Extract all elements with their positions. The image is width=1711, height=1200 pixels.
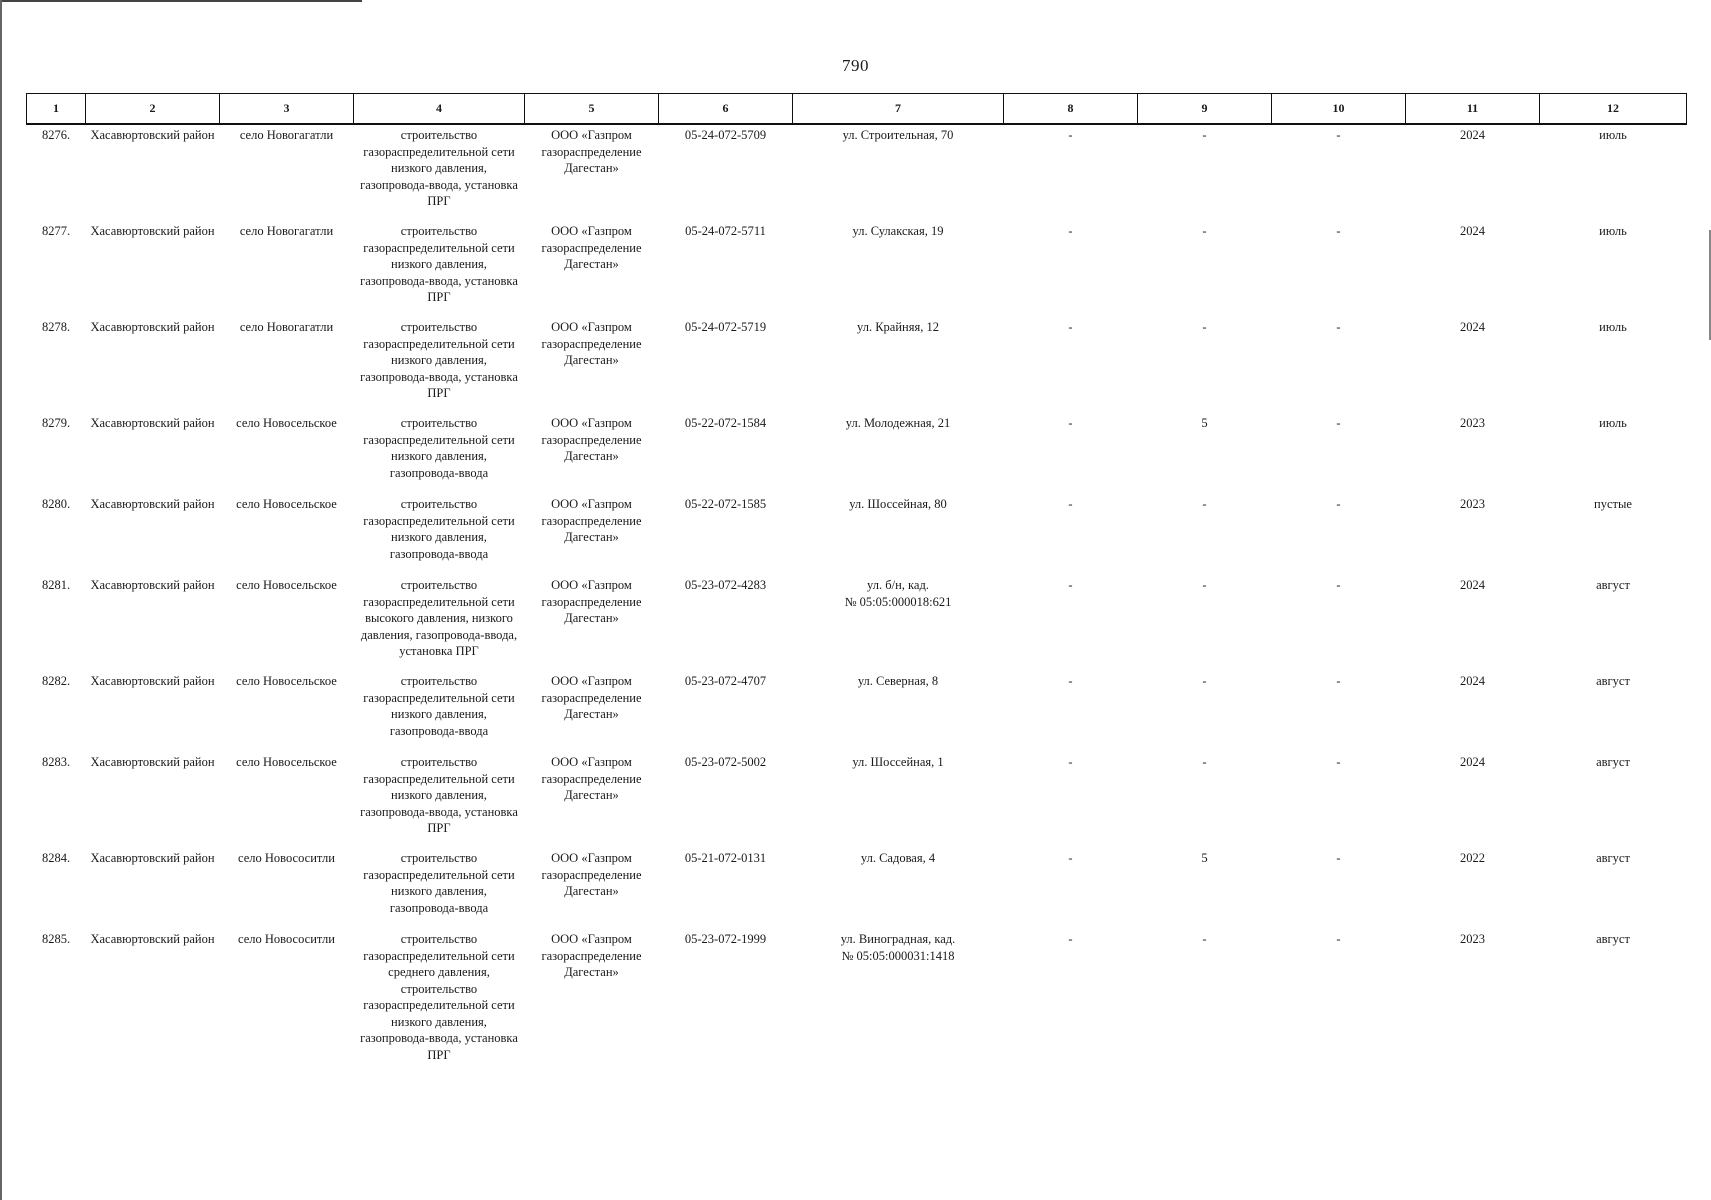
- work-description-cell-line: ПРГ: [427, 1047, 451, 1062]
- table-body: [27, 124, 1687, 1071]
- operator-cell-line: газораспределение: [541, 690, 642, 705]
- month-cell: август: [1596, 932, 1630, 946]
- work-description-cell-line: газораспределительной сети: [363, 998, 515, 1012]
- header-row: [27, 94, 1687, 125]
- work-description-cell-line: газопровода-ввода, установка: [360, 804, 518, 819]
- column-header-10: 10: [1272, 94, 1406, 125]
- work-description-cell-line: установка ПРГ: [399, 644, 479, 658]
- month-cell: август: [1596, 674, 1630, 688]
- work-description-cell-line: газораспределительной сети: [363, 513, 515, 528]
- work-description-cell: [354, 575, 525, 671]
- address-cell-line: № 05:05:000018:621: [844, 594, 952, 609]
- locality-cell: село Новосельское: [236, 416, 337, 430]
- month-cell: пустые: [1594, 497, 1632, 511]
- column-header-4: 4: [354, 94, 525, 125]
- work-description-cell-line: строительство: [400, 224, 478, 238]
- operator-cell: [525, 848, 659, 929]
- address-cell-line: ул. Шоссейная, 1: [852, 755, 944, 769]
- column-8-cell: -: [1068, 851, 1073, 865]
- locality-cell: село Новогагатли: [239, 320, 334, 334]
- work-description-cell-line: низкого давления,: [391, 353, 487, 367]
- scan-edge-top: [0, 0, 362, 2]
- work-description-cell-line: низкого давления,: [391, 707, 487, 721]
- year-cell: 2023: [1460, 497, 1485, 511]
- locality-cell: село Новососитли: [238, 851, 335, 865]
- column-header-7: 7: [793, 94, 1004, 125]
- operator-cell-line: Дагестан»: [564, 965, 619, 979]
- work-description-cell-line: строительство: [400, 932, 478, 946]
- address-cell: [793, 413, 1004, 494]
- work-description-cell-line: строительство: [400, 674, 478, 688]
- operator-cell-line: Дагестан»: [564, 611, 619, 625]
- column-10-cell: -: [1336, 497, 1341, 511]
- operator-cell: [525, 124, 659, 221]
- row-number: 8279.: [41, 416, 71, 430]
- operator-cell-line: Дагестан»: [564, 884, 619, 898]
- operator-cell-line: ООО «Газпром: [551, 674, 632, 688]
- column-header-9: 9: [1138, 94, 1272, 125]
- month-cell: июль: [1599, 416, 1627, 430]
- column-10-cell: -: [1336, 755, 1341, 769]
- column-8-cell: -: [1068, 578, 1073, 592]
- table-header: [27, 94, 1687, 125]
- operator-cell: [525, 221, 659, 317]
- column-9-cell: 5: [1201, 851, 1208, 865]
- work-description-cell-line: низкого давления,: [391, 1014, 487, 1029]
- year-cell: 2024: [1460, 224, 1485, 238]
- operator-cell-line: ООО «Газпром: [551, 497, 632, 511]
- table-row: [27, 929, 1687, 1071]
- row-number: 8280.: [41, 497, 71, 511]
- operator-cell-line: газораспределение: [541, 594, 642, 609]
- column-10-cell: -: [1336, 128, 1341, 142]
- operator-cell: [525, 929, 659, 1071]
- column-10-cell: -: [1336, 416, 1341, 430]
- operator-cell-line: газораспределение: [541, 432, 642, 447]
- operator-cell-line: газораспределение: [541, 144, 642, 159]
- work-description-cell-line: газораспределительной сети: [363, 432, 515, 447]
- column-10-cell: -: [1336, 674, 1341, 688]
- column-9-cell: -: [1202, 674, 1207, 688]
- work-description-cell-line: строительство: [400, 416, 478, 430]
- address-cell: [793, 848, 1004, 929]
- table-row: [27, 124, 1687, 221]
- column-9-cell: -: [1202, 224, 1207, 238]
- district-cell: Хасавюртовский район: [90, 128, 215, 142]
- work-description-cell-line: строительство: [400, 320, 478, 334]
- work-description-cell-line: ПРГ: [427, 386, 451, 400]
- work-description-cell-line: газораспределительной сети: [363, 336, 515, 351]
- row-number: 8285.: [41, 932, 71, 946]
- gasification-register-table: [26, 93, 1687, 1071]
- object-code-cell: 05-24-072-5711: [685, 224, 766, 238]
- address-cell-line: ул. Виноградная, кад.: [840, 932, 956, 946]
- work-description-cell-line: газораспределительной сети: [363, 240, 515, 255]
- table-row: [27, 575, 1687, 671]
- operator-cell-line: Дагестан»: [564, 353, 619, 367]
- year-cell: 2023: [1460, 416, 1485, 430]
- work-description-cell: [354, 317, 525, 413]
- column-8-cell: -: [1068, 320, 1073, 334]
- table-row: [27, 413, 1687, 494]
- column-9-cell: -: [1202, 497, 1207, 511]
- operator-cell-line: ООО «Газпром: [551, 578, 632, 592]
- district-cell: Хасавюртовский район: [90, 578, 215, 592]
- operator-cell-line: газораспределение: [541, 948, 642, 963]
- operator-cell-line: ООО «Газпром: [551, 320, 632, 334]
- work-description-cell-line: низкого давления,: [391, 530, 487, 544]
- row-number: 8276.: [41, 128, 71, 142]
- work-description-cell-line: газопровода-ввода: [389, 723, 489, 738]
- row-number: 8282.: [41, 674, 71, 688]
- address-cell-line: ул. Молодежная, 21: [845, 416, 951, 430]
- column-8-cell: -: [1068, 932, 1073, 946]
- column-10-cell: -: [1336, 932, 1341, 946]
- operator-cell-line: Дагестан»: [564, 257, 619, 271]
- work-description-cell-line: газораспределительной сети: [363, 771, 515, 786]
- locality-cell: село Новогагатли: [239, 128, 334, 142]
- year-cell: 2023: [1460, 932, 1485, 946]
- operator-cell-line: Дагестан»: [564, 449, 619, 463]
- district-cell: Хасавюртовский район: [90, 320, 215, 334]
- operator-cell-line: газораспределение: [541, 771, 642, 786]
- work-description-cell-line: газопровода-ввода: [389, 546, 489, 561]
- address-cell: [793, 221, 1004, 317]
- table-row: [27, 848, 1687, 929]
- operator-cell-line: газораспределение: [541, 336, 642, 351]
- operator-cell: [525, 752, 659, 848]
- table-row: [27, 671, 1687, 752]
- column-10-cell: -: [1336, 851, 1341, 865]
- table-row: [27, 752, 1687, 848]
- work-description-cell-line: строительство: [400, 981, 478, 996]
- row-number: 8281.: [41, 578, 71, 592]
- address-cell: [793, 752, 1004, 848]
- column-header-2: 2: [86, 94, 220, 125]
- column-header-11: 11: [1406, 94, 1540, 125]
- column-9-cell: -: [1202, 755, 1207, 769]
- work-description-cell: [354, 413, 525, 494]
- column-9-cell: -: [1202, 932, 1207, 946]
- address-cell-line: ул. Крайняя, 12: [857, 320, 939, 334]
- month-cell: июль: [1599, 320, 1627, 334]
- page-number: 790: [842, 56, 869, 75]
- address-cell-line: ул. Сулакская, 19: [852, 224, 944, 238]
- work-description-cell-line: ПРГ: [427, 194, 451, 208]
- locality-cell: село Новососитли: [238, 932, 335, 946]
- operator-cell: [525, 413, 659, 494]
- district-cell: Хасавюртовский район: [90, 755, 215, 769]
- operator-cell-line: ООО «Газпром: [551, 932, 632, 946]
- work-description-cell-line: газопровода-ввода, установка: [360, 369, 518, 384]
- work-description-cell-line: газопровода-ввода, установка: [360, 1031, 518, 1045]
- column-10-cell: -: [1336, 578, 1341, 592]
- operator-cell: [525, 575, 659, 671]
- work-description-cell-line: газораспределительной сети: [363, 690, 515, 705]
- address-cell-line: ул. Строительная, 70: [842, 128, 954, 142]
- district-cell: Хасавюртовский район: [90, 497, 215, 511]
- address-cell-line: № 05:05:000031:1418: [841, 948, 955, 963]
- year-cell: 2024: [1460, 128, 1485, 142]
- operator-cell: [525, 671, 659, 752]
- work-description-cell-line: низкого давления,: [391, 161, 487, 175]
- operator-cell-line: газораспределение: [541, 240, 642, 255]
- address-cell: [793, 671, 1004, 752]
- table-row: [27, 494, 1687, 575]
- column-8-cell: -: [1068, 755, 1073, 769]
- work-description-cell-line: газопровода-ввода: [389, 900, 489, 915]
- operator-cell-line: ООО «Газпром: [551, 224, 632, 238]
- operator-cell-line: газораспределение: [541, 513, 642, 528]
- address-cell-line: ул. Садовая, 4: [860, 851, 936, 865]
- object-code-cell: 05-22-072-1584: [684, 416, 767, 430]
- operator-cell-line: Дагестан»: [564, 161, 619, 175]
- row-number: 8283.: [41, 755, 71, 769]
- object-code-cell: 05-21-072-0131: [684, 851, 767, 865]
- work-description-cell-line: газопровода-ввода, установка: [360, 177, 518, 192]
- work-description-cell-line: среднего давления,: [388, 965, 490, 979]
- year-cell: 2024: [1460, 755, 1485, 769]
- scan-edge-left: [0, 0, 2, 1200]
- object-code-cell: 05-22-072-1585: [684, 497, 767, 511]
- work-description-cell-line: строительство: [400, 578, 478, 592]
- month-cell: август: [1596, 578, 1630, 592]
- work-description-cell: [354, 929, 525, 1071]
- object-code-cell: 05-23-072-4283: [684, 578, 767, 592]
- row-number: 8278.: [41, 320, 71, 334]
- object-code-cell: 05-24-072-5719: [684, 320, 767, 334]
- address-cell: [793, 317, 1004, 413]
- column-header-8: 8: [1004, 94, 1138, 125]
- work-description-cell-line: строительство: [400, 497, 478, 511]
- object-code-cell: 05-23-072-4707: [684, 674, 767, 688]
- operator-cell: [525, 317, 659, 413]
- work-description-cell-line: газораспределительной сети: [363, 948, 515, 963]
- work-description-cell: [354, 671, 525, 752]
- year-cell: 2022: [1460, 851, 1485, 865]
- operator-cell-line: ООО «Газпром: [551, 755, 632, 769]
- work-description-cell-line: строительство: [400, 128, 478, 142]
- column-header-1: 1: [27, 94, 86, 125]
- district-cell: Хасавюртовский район: [90, 416, 215, 430]
- column-9-cell: -: [1202, 128, 1207, 142]
- operator-cell-line: ООО «Газпром: [551, 416, 632, 430]
- district-cell: Хасавюртовский район: [90, 674, 215, 688]
- locality-cell: село Новогагатли: [239, 224, 334, 238]
- year-cell: 2024: [1460, 578, 1485, 592]
- row-number: 8284.: [41, 851, 71, 865]
- column-header-5: 5: [525, 94, 659, 125]
- column-10-cell: -: [1336, 224, 1341, 238]
- work-description-cell-line: газораспределительной сети: [363, 594, 515, 609]
- column-header-3: 3: [220, 94, 354, 125]
- operator-cell-line: ООО «Газпром: [551, 128, 632, 142]
- district-cell: Хасавюртовский район: [90, 851, 215, 865]
- year-cell: 2024: [1460, 320, 1485, 334]
- column-10-cell: -: [1336, 320, 1341, 334]
- column-9-cell: -: [1202, 578, 1207, 592]
- column-8-cell: -: [1068, 497, 1073, 511]
- work-description-cell-line: низкого давления,: [391, 884, 487, 898]
- work-description-cell-line: строительство: [400, 851, 478, 865]
- work-description-cell-line: низкого давления,: [391, 449, 487, 463]
- operator-cell-line: Дагестан»: [564, 788, 619, 802]
- locality-cell: село Новосельское: [236, 755, 337, 769]
- work-description-cell: [354, 124, 525, 221]
- work-description-cell-line: газопровода-ввода, установка: [360, 273, 518, 288]
- month-cell: август: [1596, 851, 1630, 865]
- address-cell: [793, 929, 1004, 1071]
- operator-cell: [525, 494, 659, 575]
- operator-cell-line: ООО «Газпром: [551, 851, 632, 865]
- object-code-cell: 05-23-072-1999: [684, 932, 767, 946]
- work-description-cell-line: ПРГ: [427, 290, 451, 304]
- district-cell: Хасавюртовский район: [90, 224, 215, 238]
- operator-cell-line: газораспределение: [541, 867, 642, 882]
- address-cell: [793, 494, 1004, 575]
- month-cell: июль: [1599, 128, 1627, 142]
- work-description-cell-line: газораспределительной сети: [363, 867, 515, 882]
- work-description-cell-line: высокого давления, низкого: [365, 611, 513, 625]
- address-cell-line: ул. Северная, 8: [857, 674, 939, 688]
- operator-cell-line: Дагестан»: [564, 707, 619, 721]
- column-8-cell: -: [1068, 224, 1073, 238]
- column-9-cell: -: [1202, 320, 1207, 334]
- work-description-cell-line: давления, газопровода-ввода,: [360, 627, 518, 642]
- locality-cell: село Новосельское: [236, 674, 337, 688]
- address-cell: [793, 124, 1004, 221]
- column-9-cell: 5: [1201, 416, 1208, 430]
- work-description-cell: [354, 752, 525, 848]
- row-number: 8277.: [41, 224, 71, 238]
- table-row: [27, 317, 1687, 413]
- work-description-cell-line: низкого давления,: [391, 257, 487, 271]
- column-8-cell: -: [1068, 416, 1073, 430]
- column-8-cell: -: [1068, 128, 1073, 142]
- column-8-cell: -: [1068, 674, 1073, 688]
- work-description-cell-line: ПРГ: [427, 821, 451, 835]
- work-description-cell-line: строительство: [400, 755, 478, 769]
- column-header-12: 12: [1540, 94, 1687, 125]
- work-description-cell: [354, 221, 525, 317]
- work-description-cell: [354, 848, 525, 929]
- operator-cell-line: Дагестан»: [564, 530, 619, 544]
- month-cell: июль: [1599, 224, 1627, 238]
- year-cell: 2024: [1460, 674, 1485, 688]
- work-description-cell-line: низкого давления,: [391, 788, 487, 802]
- locality-cell: село Новосельское: [236, 578, 337, 592]
- object-code-cell: 05-24-072-5709: [684, 128, 767, 142]
- object-code-cell: 05-23-072-5002: [684, 755, 767, 769]
- address-cell: [793, 575, 1004, 671]
- work-description-cell-line: газораспределительной сети: [363, 144, 515, 159]
- district-cell: Хасавюртовский район: [90, 932, 215, 946]
- locality-cell: село Новосельское: [236, 497, 337, 511]
- address-cell-line: ул. б/н, кад.: [867, 578, 929, 592]
- work-description-cell: [354, 494, 525, 575]
- address-cell-line: ул. Шоссейная, 80: [849, 497, 947, 511]
- month-cell: август: [1596, 755, 1630, 769]
- work-description-cell-line: газопровода-ввода: [389, 465, 489, 480]
- column-header-6: 6: [659, 94, 793, 125]
- table-row: [27, 221, 1687, 317]
